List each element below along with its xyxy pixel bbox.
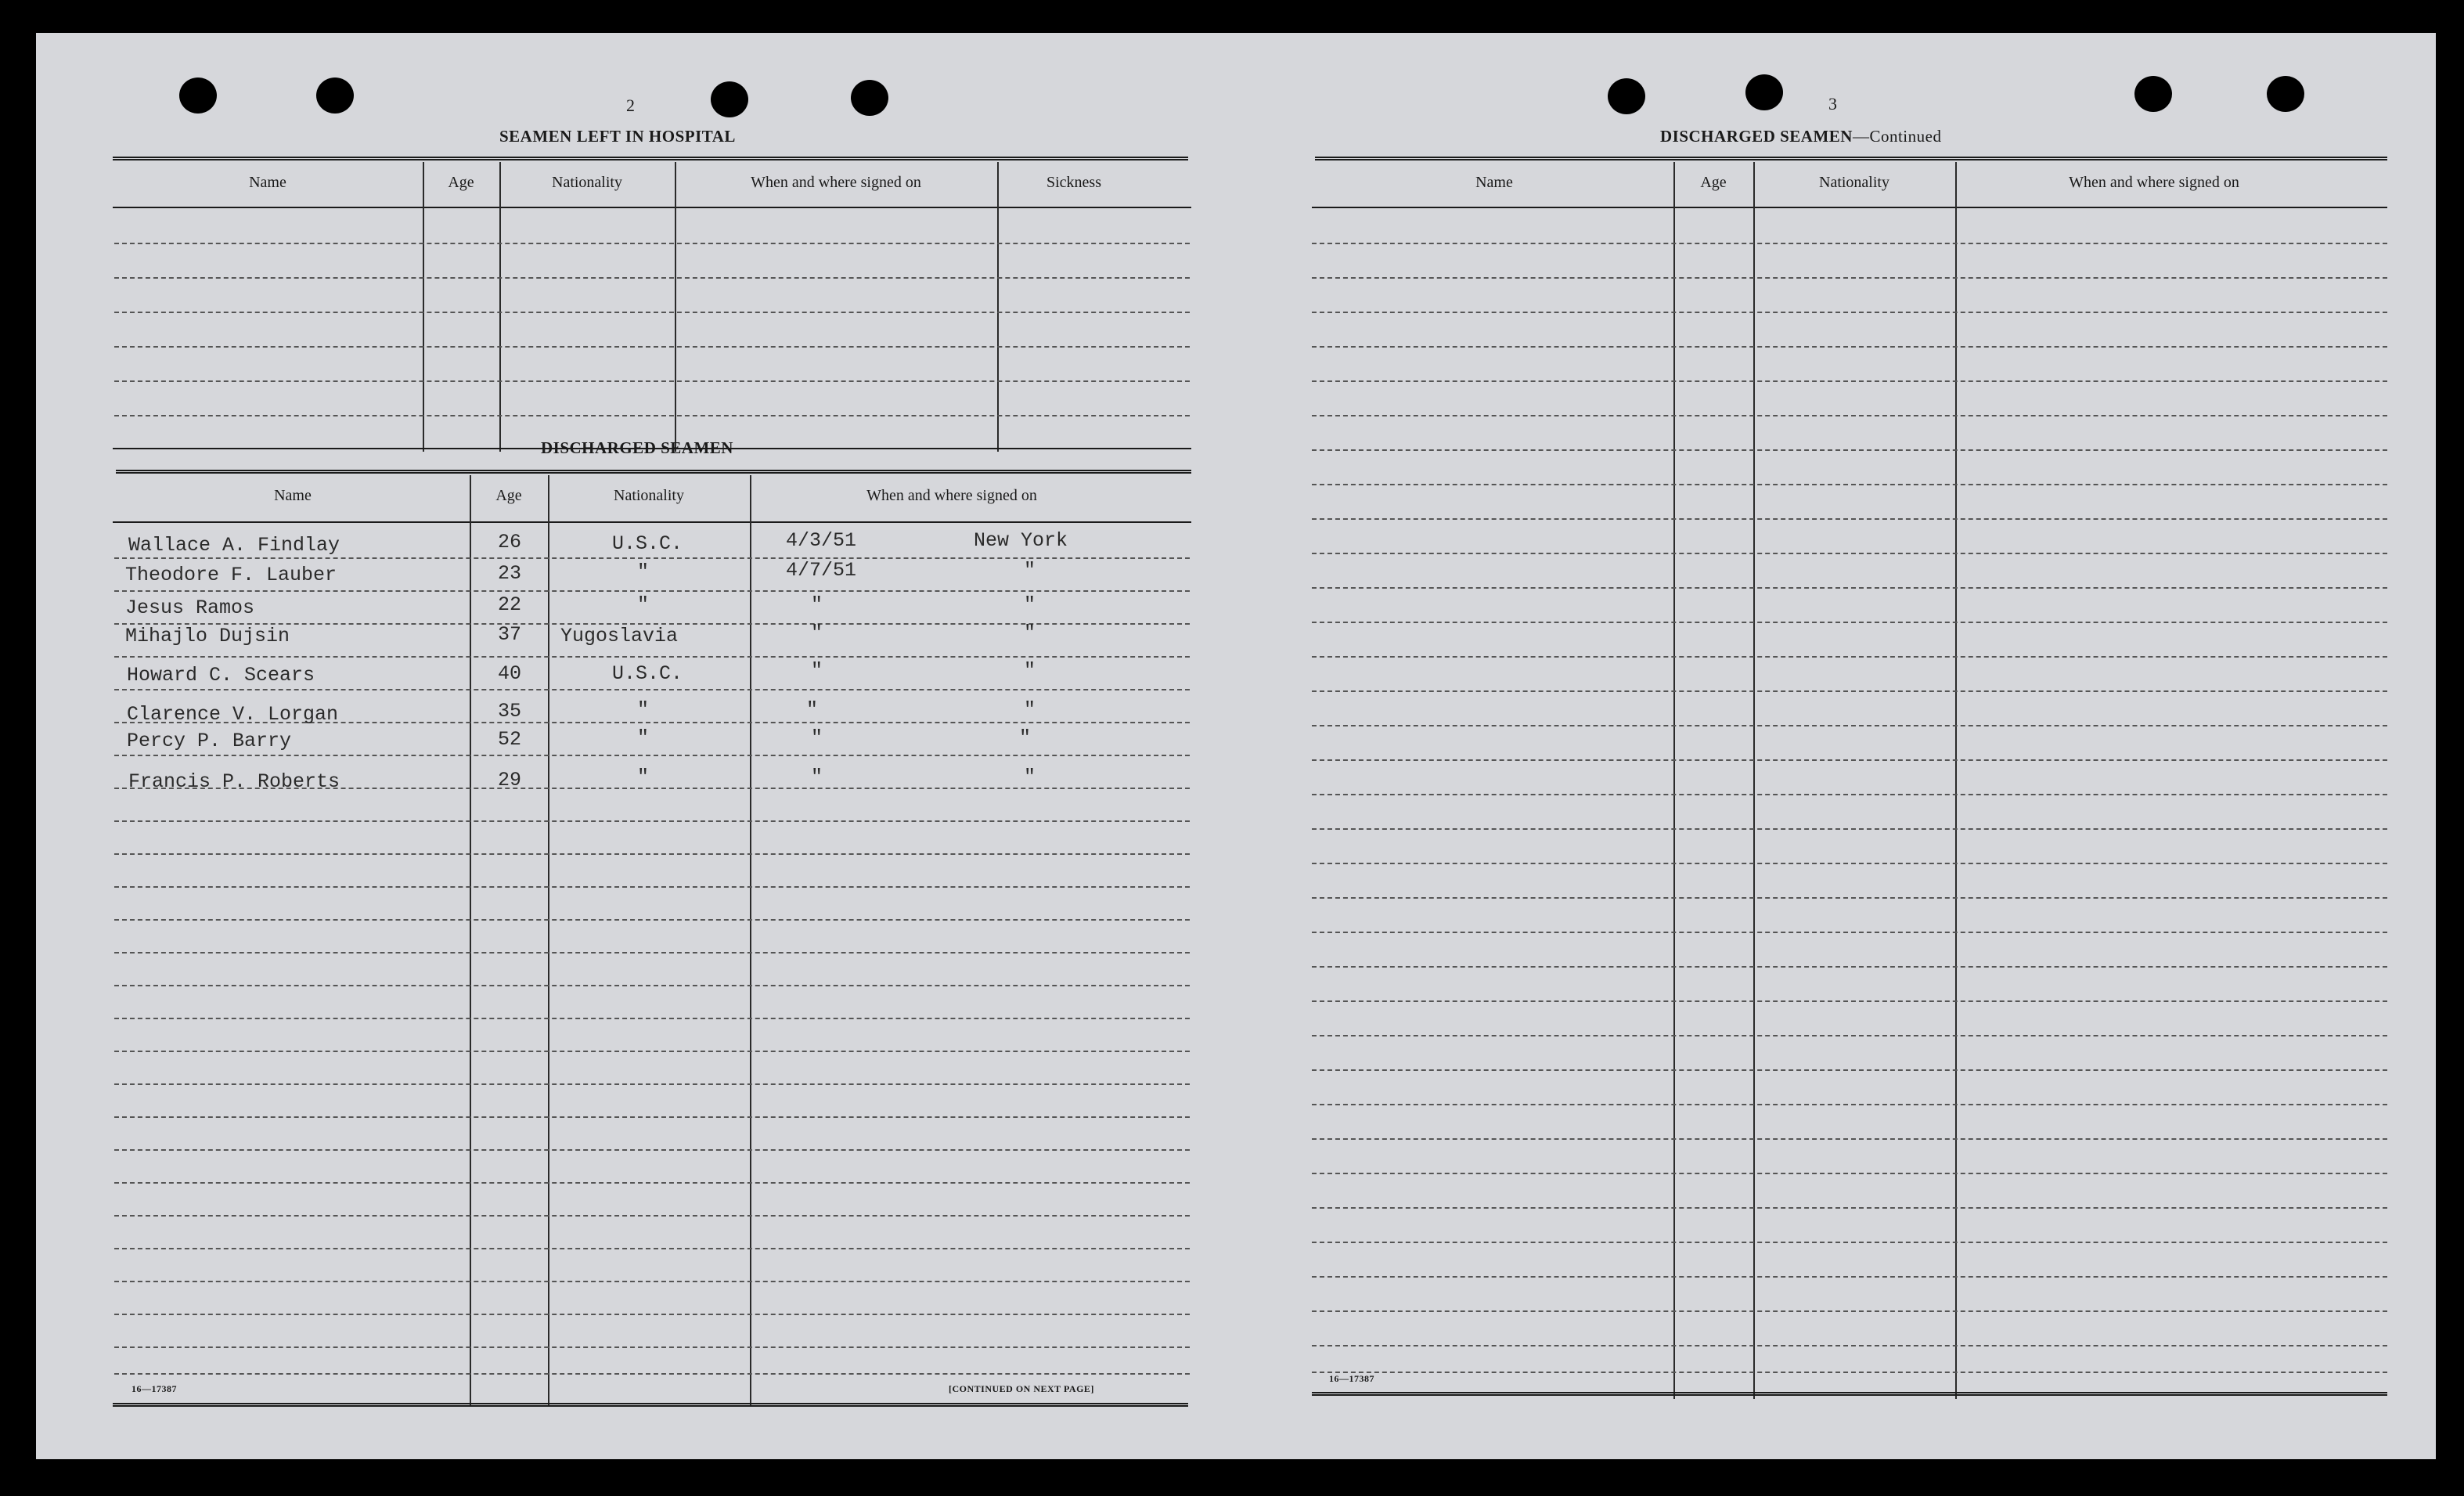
signed-on-date: " [806,698,819,721]
row-line [114,1116,1190,1118]
title-text: DISCHARGED SEAMEN [1660,127,1853,146]
row-line [114,755,1190,756]
row-line [1312,932,2387,933]
row-line [1312,346,2387,348]
punch-hole [2267,76,2304,112]
seaman-name: Percy P. Barry [127,730,292,752]
signed-on-place: " [1024,622,1036,644]
row-line [1312,656,2387,658]
row-line [114,853,1190,855]
seaman-nationality: U.S.C. [612,662,683,685]
column-divider [1673,162,1675,1399]
divider [113,1403,1188,1407]
seaman-name: Theodore F. Lauber [125,564,337,586]
row-line [114,1018,1190,1019]
column-header-nationality: Nationality [552,174,622,191]
punch-hole [179,78,217,114]
seaman-name: Howard C. Scears [127,664,315,687]
row-line [114,346,1190,348]
divider [116,470,1191,474]
row-line [1312,1069,2387,1071]
column-header-sickness: Sickness [1046,174,1101,191]
seaman-age: 52 [498,728,522,751]
column-header-signed-on: When and where signed on [751,174,921,191]
signed-on-date: " [811,726,823,749]
row-line [114,1182,1190,1184]
row-line [1312,277,2387,279]
row-line [1312,1242,2387,1243]
row-line [1312,1345,2387,1346]
column-divider [750,475,751,1407]
signed-on-date: 4/7/51 [786,559,857,582]
row-line [114,820,1190,822]
row-line [1312,1173,2387,1174]
seaman-age: 26 [498,531,522,553]
punch-hole [851,80,888,116]
row-line [114,689,1190,690]
punch-hole [711,81,748,117]
row-line [114,1281,1190,1282]
column-header-age: Age [495,487,522,504]
row-line [1312,553,2387,554]
form-number: 16—17387 [131,1383,177,1394]
row-line [1312,1276,2387,1278]
seaman-nationality: " [637,698,650,721]
signed-on-place: New York [974,529,1068,552]
hospital-section-title: SEAMEN LEFT IN HOSPITAL [499,127,736,146]
divider [1312,1392,2387,1396]
column-header-name: Name [249,174,286,191]
column-header-signed-on: When and where signed on [2069,174,2239,191]
seaman-age: 37 [498,623,522,646]
column-divider [499,162,501,452]
row-line [1312,415,2387,416]
divider [113,207,1191,208]
seaman-age: 40 [498,662,522,685]
row-line [1312,622,2387,623]
form-number: 16—17387 [1329,1373,1374,1384]
seaman-name: Jesus Ramos [125,597,255,619]
column-divider [1753,162,1755,1399]
signed-on-place: " [1024,559,1036,582]
page-number: 2 [626,96,635,115]
column-header-age: Age [448,174,474,191]
discharged-continued-title [1660,127,1941,146]
row-line [1312,484,2387,485]
row-line [1312,312,2387,313]
row-line [1312,380,2387,382]
row-line [1312,1310,2387,1312]
seaman-nationality: Yugoslavia [560,625,679,647]
seaman-age: 22 [498,593,522,616]
continued-note: [CONTINUED ON NEXT PAGE] [949,1383,1094,1394]
row-line [114,243,1190,244]
signed-on-place: " [1024,766,1036,788]
punch-hole [2134,76,2172,112]
seaman-nationality: " [637,593,650,616]
row-line [114,1314,1190,1315]
row-line [1312,1104,2387,1105]
row-line [114,1346,1190,1348]
divider [1312,207,2387,208]
row-line [1312,759,2387,761]
page-number: 3 [1828,94,1837,114]
row-line [1312,518,2387,520]
row-line [1312,243,2387,244]
seaman-nationality: U.S.C. [612,532,683,555]
row-line [114,277,1190,279]
signed-on-place: " [1024,698,1036,721]
row-line [114,415,1190,416]
seaman-age: 35 [498,700,522,723]
row-line [114,1051,1190,1052]
column-divider [470,475,471,1407]
row-line [114,590,1190,592]
divider [113,157,1188,160]
row-line [114,656,1190,658]
row-line [114,312,1190,313]
row-line [1312,449,2387,451]
row-line [1312,587,2387,589]
row-line [1312,1000,2387,1002]
row-line [1312,1372,2387,1373]
column-header-name: Name [274,487,312,504]
column-divider [423,162,424,452]
signed-on-date: " [811,593,823,616]
title-suffix: —Continued [1852,127,1942,146]
seaman-nationality: " [637,561,650,583]
signed-on-date: " [811,622,823,644]
seaman-name: Francis P. Roberts [128,770,340,793]
column-divider [675,162,676,452]
divider [113,521,1191,523]
seaman-nationality: " [637,766,650,788]
row-line [114,380,1190,382]
seaman-nationality: " [637,726,650,749]
seaman-age: 23 [498,562,522,585]
punch-hole [1608,78,1645,114]
signed-on-place: " [1019,726,1032,749]
row-line [114,1248,1190,1249]
row-line [1312,897,2387,899]
row-line [114,919,1190,921]
column-divider [548,475,549,1407]
signed-on-date: " [811,766,823,788]
row-line [1312,725,2387,726]
column-header-name: Name [1475,174,1513,191]
row-line [1312,1035,2387,1036]
row-line [114,1373,1190,1375]
row-line [1312,690,2387,692]
row-line [1312,966,2387,968]
seaman-name: Clarence V. Lorgan [127,703,339,726]
column-divider [997,162,999,452]
punch-hole [1745,74,1783,110]
column-header-nationality: Nationality [1819,174,1889,191]
ledger-paper [36,33,2436,1459]
column-header-age: Age [1700,174,1727,191]
row-line [114,985,1190,986]
divider [1315,157,2387,160]
row-line [1312,794,2387,795]
row-line [1312,1138,2387,1140]
column-header-signed-on: When and where signed on [866,487,1037,504]
seaman-name: Wallace A. Findlay [128,534,340,557]
signed-on-date: " [811,659,823,682]
signed-on-place: " [1024,659,1036,682]
row-line [114,1083,1190,1085]
column-divider [1955,162,1957,1399]
row-line [114,952,1190,953]
seaman-age: 29 [498,769,522,791]
row-line [114,1215,1190,1217]
row-line [114,1149,1190,1151]
column-header-nationality: Nationality [614,487,684,504]
discharged-section-title: DISCHARGED SEAMEN [541,438,733,457]
seaman-name: Mihajlo Dujsin [125,625,290,647]
signed-on-place: " [1024,593,1036,616]
signed-on-date: 4/3/51 [786,529,857,552]
punch-hole [316,78,354,114]
row-line [114,886,1190,888]
row-line [1312,863,2387,864]
row-line [1312,1207,2387,1209]
row-line [1312,828,2387,830]
